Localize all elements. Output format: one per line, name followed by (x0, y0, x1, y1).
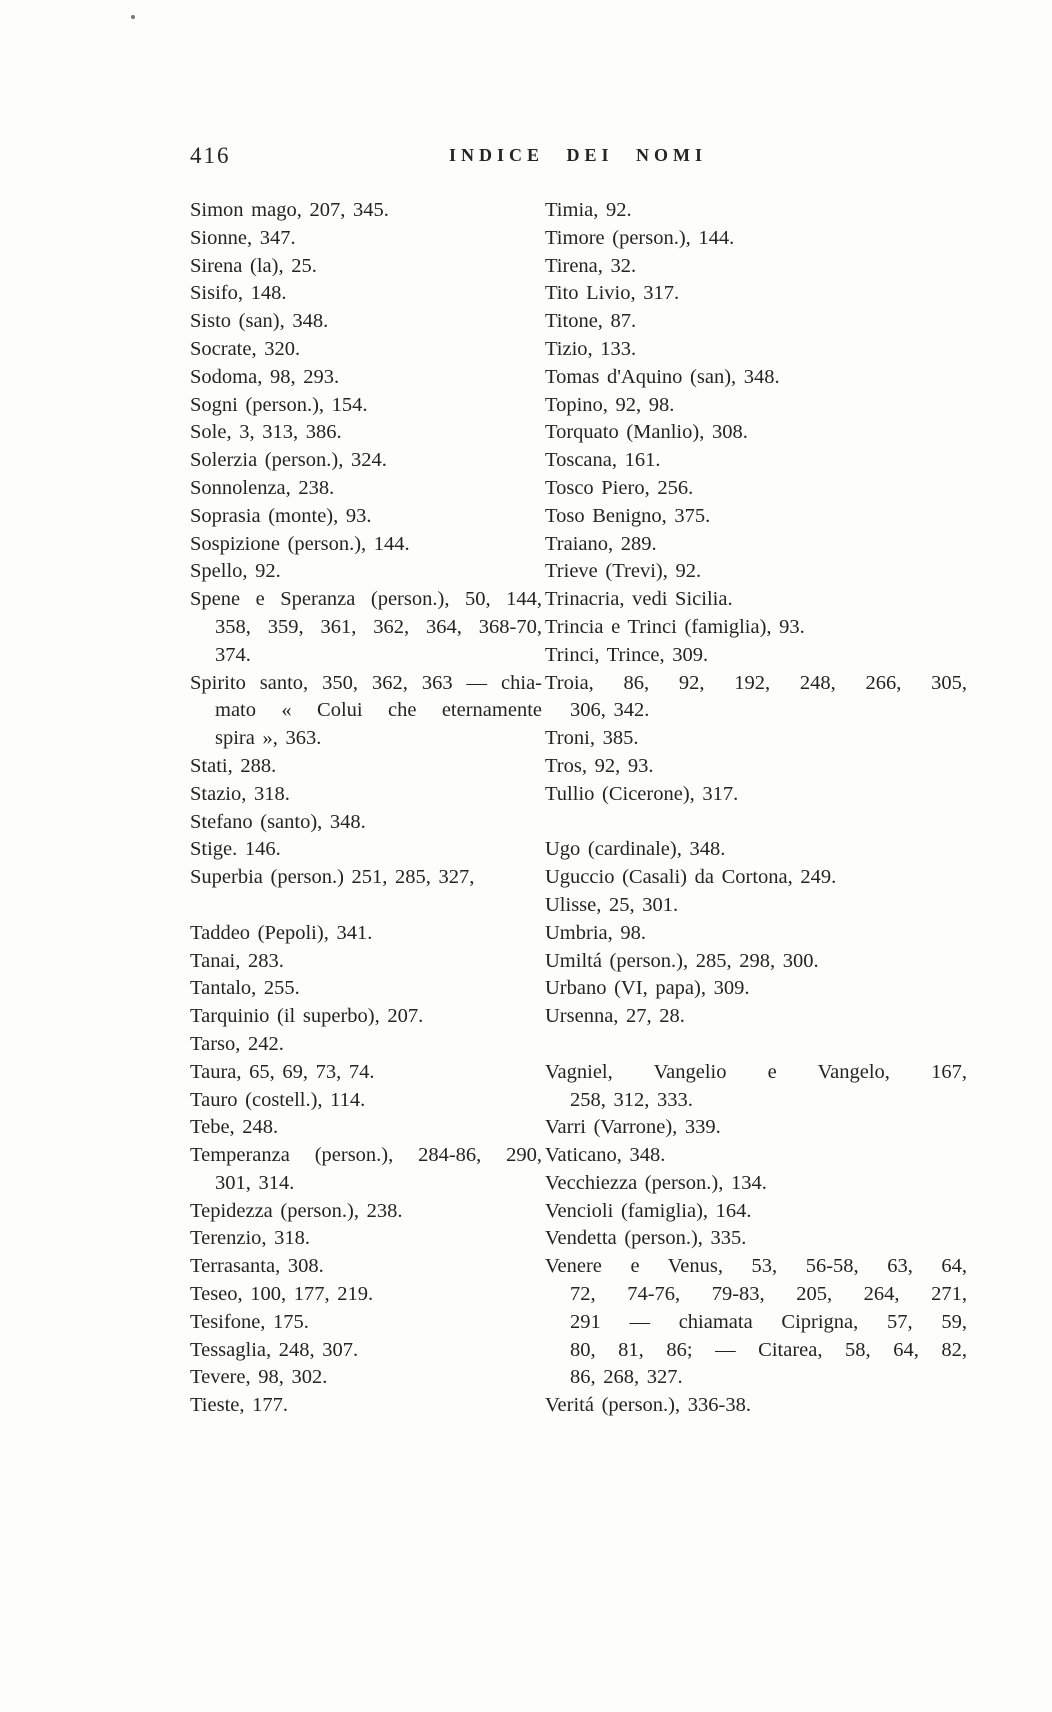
index-entry (190, 809, 542, 837)
index-entry (545, 503, 967, 531)
entry-line: Toso Benigno, 375. (545, 504, 711, 527)
index-entry (190, 1031, 542, 1059)
entry-line: Stazio, 318. (190, 782, 290, 805)
index-entry (545, 1198, 967, 1226)
entry-line: Simon mago, 207, 345. (190, 199, 389, 221)
entry-line: Titone, 87. (545, 310, 637, 333)
index-entry (545, 1142, 967, 1170)
entry-line: Spirito santo, 350, 362, 363 — chia- (190, 671, 542, 694)
index-entry (190, 1253, 542, 1281)
entry-line: Sole, 3, 313, 386. (190, 421, 342, 444)
entry-line: Troni, 385. (545, 727, 639, 750)
entry-line: Soprasia (monte), 93. (190, 504, 372, 527)
entry-line: Venere e Venus, 53, 56-58, 63, 64, (545, 1255, 967, 1278)
entry-line: Vaticano, 348. (545, 1144, 666, 1167)
index-entry (190, 558, 542, 586)
entry-line: Stefano (santo), 348. (190, 810, 366, 833)
index-entry (545, 864, 967, 892)
index-entry (545, 1392, 967, 1420)
entry-line: Tanai, 283. (190, 949, 284, 972)
index-entry (190, 670, 542, 753)
entry-line: Troia, 86, 92, 192, 248, 266, 305, (545, 671, 967, 694)
entry-line: Tullio (Cicerone), 317. (545, 782, 739, 805)
index-entry (545, 197, 967, 225)
entry-line: Trincia e Trinci (famiglia), 93. (545, 615, 805, 638)
entry-line: Tomas d'Aquino (san), 348. (545, 365, 780, 388)
entry-line: Solerzia (person.), 324. (190, 449, 387, 472)
index-entry (545, 336, 967, 364)
entry-line: 301, 314. (215, 1171, 295, 1194)
entry-line: Torquato (Manlio), 308. (545, 421, 748, 444)
entry-line: Varri (Varrone), 339. (545, 1116, 721, 1139)
index-entry (190, 975, 542, 1003)
entry-line: spira », 363. (215, 727, 322, 750)
index-entry (190, 753, 542, 781)
index-entry (190, 475, 542, 503)
entry-line: Tepidezza (person.), 238. (190, 1199, 403, 1222)
entry-line: Tros, 92, 93. (545, 754, 654, 777)
index-column-left (190, 197, 542, 1420)
entry-line: Socrate, 320. (190, 337, 301, 360)
index-entry (190, 364, 542, 392)
entry-line: Sonnolenza, 238. (190, 476, 335, 499)
entry-line: Taura, 65, 69, 73, 74. (190, 1060, 375, 1083)
entry-line: Umiltá (person.), 285, 298, 300. (545, 949, 819, 972)
entry-line: Sionne, 347. (190, 226, 296, 249)
index-entry (190, 308, 542, 336)
index-entry (545, 253, 967, 281)
index-entry (190, 1114, 542, 1142)
index-entry (190, 1059, 542, 1087)
entry-line: Ulisse, 25, 301. (545, 893, 679, 916)
index-entry (190, 280, 542, 308)
index-entry (545, 1003, 967, 1031)
scan-artifact-dot (131, 15, 135, 19)
entry-line: Umbria, 98. (545, 921, 646, 944)
index-entry (190, 447, 542, 475)
entry-line: Timia, 92. (545, 199, 632, 221)
entry-line: Ugo (cardinale), 348. (545, 838, 726, 861)
index-entry (545, 419, 967, 447)
index-entry (190, 336, 542, 364)
entry-line: Taddeo (Pepoli), 341. (190, 921, 373, 944)
index-entry (190, 948, 542, 976)
entry-line: 374. (215, 643, 251, 666)
index-entry (190, 392, 542, 420)
entry-line: mato « Colui che eternamente (215, 699, 542, 722)
index-entry (190, 1392, 542, 1420)
index-entry (545, 558, 967, 586)
index-entry (190, 920, 542, 948)
entry-line: 258, 312, 333. (570, 1088, 693, 1111)
index-entry (545, 614, 967, 642)
entry-line: Terenzio, 318. (190, 1227, 311, 1250)
index-entry (190, 781, 542, 809)
index-entry (545, 1170, 967, 1198)
entry-line: Trieve (Trevi), 92. (545, 560, 702, 583)
index-entry (545, 781, 967, 809)
index-entry (545, 753, 967, 781)
entry-line: Topino, 92, 98. (545, 393, 675, 416)
index-entry (190, 225, 542, 253)
entry-line: Stige. 146. (190, 838, 281, 861)
entry-line: Tarso, 242. (190, 1032, 284, 1055)
entry-line: Tizio, 133. (545, 337, 637, 360)
entry-line: Sogni (person.), 154. (190, 393, 368, 416)
index-entry (545, 948, 967, 976)
entry-line: Vendetta (person.), 335. (545, 1227, 747, 1250)
index-entry (190, 419, 542, 447)
index-entry (190, 253, 542, 281)
index-entry (545, 586, 967, 614)
entry-line: Veritá (person.), 336-38. (545, 1394, 751, 1417)
entry-line: Traiano, 289. (545, 532, 657, 555)
entry-line: Superbia (person.) 251, 285, 327, (190, 866, 475, 889)
entry-line: Uguccio (Casali) da Cortona, 249. (545, 866, 837, 889)
entry-line: Tito Livio, 317. (545, 282, 680, 305)
page-header (190, 142, 966, 172)
index-entry (190, 864, 542, 892)
entry-line: 306, 342. (570, 699, 650, 722)
index-entry (545, 364, 967, 392)
entry-line: 358, 359, 361, 362, 364, 368-70, (215, 615, 542, 638)
index-entry (190, 1309, 542, 1337)
index-column-right (545, 197, 967, 1420)
entry-line: Tosco Piero, 256. (545, 476, 694, 499)
index-entry (545, 670, 967, 726)
index-entry (545, 1114, 967, 1142)
index-entry (545, 475, 967, 503)
entry-line: Urbano (VI, papa), 309. (545, 977, 750, 1000)
entry-line: Terrasanta, 308. (190, 1255, 324, 1278)
page-number: 416 (190, 143, 231, 168)
entry-line: Tebe, 248. (190, 1116, 279, 1139)
entry-line: Toscana, 161. (545, 449, 661, 472)
entry-line: Timore (person.), 144. (545, 226, 735, 249)
index-entry (545, 725, 967, 753)
index-entry (545, 1253, 967, 1392)
entry-line: Ursenna, 27, 28. (545, 1005, 685, 1028)
entry-line: Tevere, 98, 302. (190, 1366, 328, 1389)
entry-line: Tesifone, 175. (190, 1310, 309, 1333)
entry-line: Vecchiezza (person.), 134. (545, 1171, 767, 1194)
index-entry (545, 280, 967, 308)
index-entry (190, 1087, 542, 1115)
entry-line: Sirena (la), 25. (190, 254, 317, 277)
entry-line: Stati, 288. (190, 754, 277, 777)
entry-line: Vagniel, Vangelio e Vangelo, 167, (545, 1060, 967, 1083)
entry-line: Sodoma, 98, 293. (190, 365, 340, 388)
index-entry (190, 836, 542, 864)
index-entry (190, 1198, 542, 1226)
entry-line: Vencioli (famiglia), 164. (545, 1199, 752, 1222)
page-header-title: INDICE DEI NOMI (448, 145, 708, 165)
entry-line: Tauro (costell.), 114. (190, 1088, 366, 1111)
entry-line: Sisifo, 148. (190, 282, 287, 305)
index-entry (545, 392, 967, 420)
index-entry (545, 975, 967, 1003)
entry-line: Tantalo, 255. (190, 977, 300, 1000)
entry-line: Trinacria, vedi Sicilia. (545, 588, 733, 611)
index-entry (545, 308, 967, 336)
index-entry (545, 920, 967, 948)
index-entry (190, 1003, 542, 1031)
index-entry (190, 503, 542, 531)
index-entry (545, 836, 967, 864)
entry-line: Sospizione (person.), 144. (190, 532, 410, 555)
index-entry (190, 1364, 542, 1392)
entry-line: 80, 81, 86; — Citarea, 58, 64, 82, (570, 1338, 967, 1361)
entry-line: Teseo, 100, 177, 219. (190, 1283, 374, 1306)
index-entry (190, 531, 542, 559)
entry-line: Sisto (san), 348. (190, 310, 329, 333)
index-entry (545, 225, 967, 253)
entry-line: Tarquinio (il superbo), 207. (190, 1005, 424, 1028)
index-entry (190, 1337, 542, 1365)
index-entry (190, 197, 542, 225)
entry-line: Tessaglia, 248, 307. (190, 1338, 359, 1361)
index-entry (190, 1142, 542, 1198)
index-entry (190, 1281, 542, 1309)
entry-line: Spello, 92. (190, 560, 281, 583)
index-entry (545, 1059, 967, 1115)
entry-line: Trinci, Trince, 309. (545, 643, 709, 666)
entry-line: 291 — chiamata Ciprigna, 57, 59, (570, 1310, 967, 1333)
entry-line: 72, 74-76, 79-83, 205, 264, 271, (570, 1283, 967, 1306)
index-entry (545, 1225, 967, 1253)
entry-line: Temperanza (person.), 284-86, 290, (190, 1144, 542, 1167)
index-entry (545, 892, 967, 920)
index-entry (545, 642, 967, 670)
index-entry (190, 586, 542, 669)
entry-line: Spene e Speranza (person.), 50, 144, (190, 588, 542, 611)
index-entry (545, 447, 967, 475)
entry-line: 86, 268, 327. (570, 1366, 683, 1389)
entry-line: Tirena, 32. (545, 254, 637, 277)
entry-line: Tieste, 177. (190, 1394, 288, 1417)
index-entry (190, 1225, 542, 1253)
index-entry (545, 531, 967, 559)
